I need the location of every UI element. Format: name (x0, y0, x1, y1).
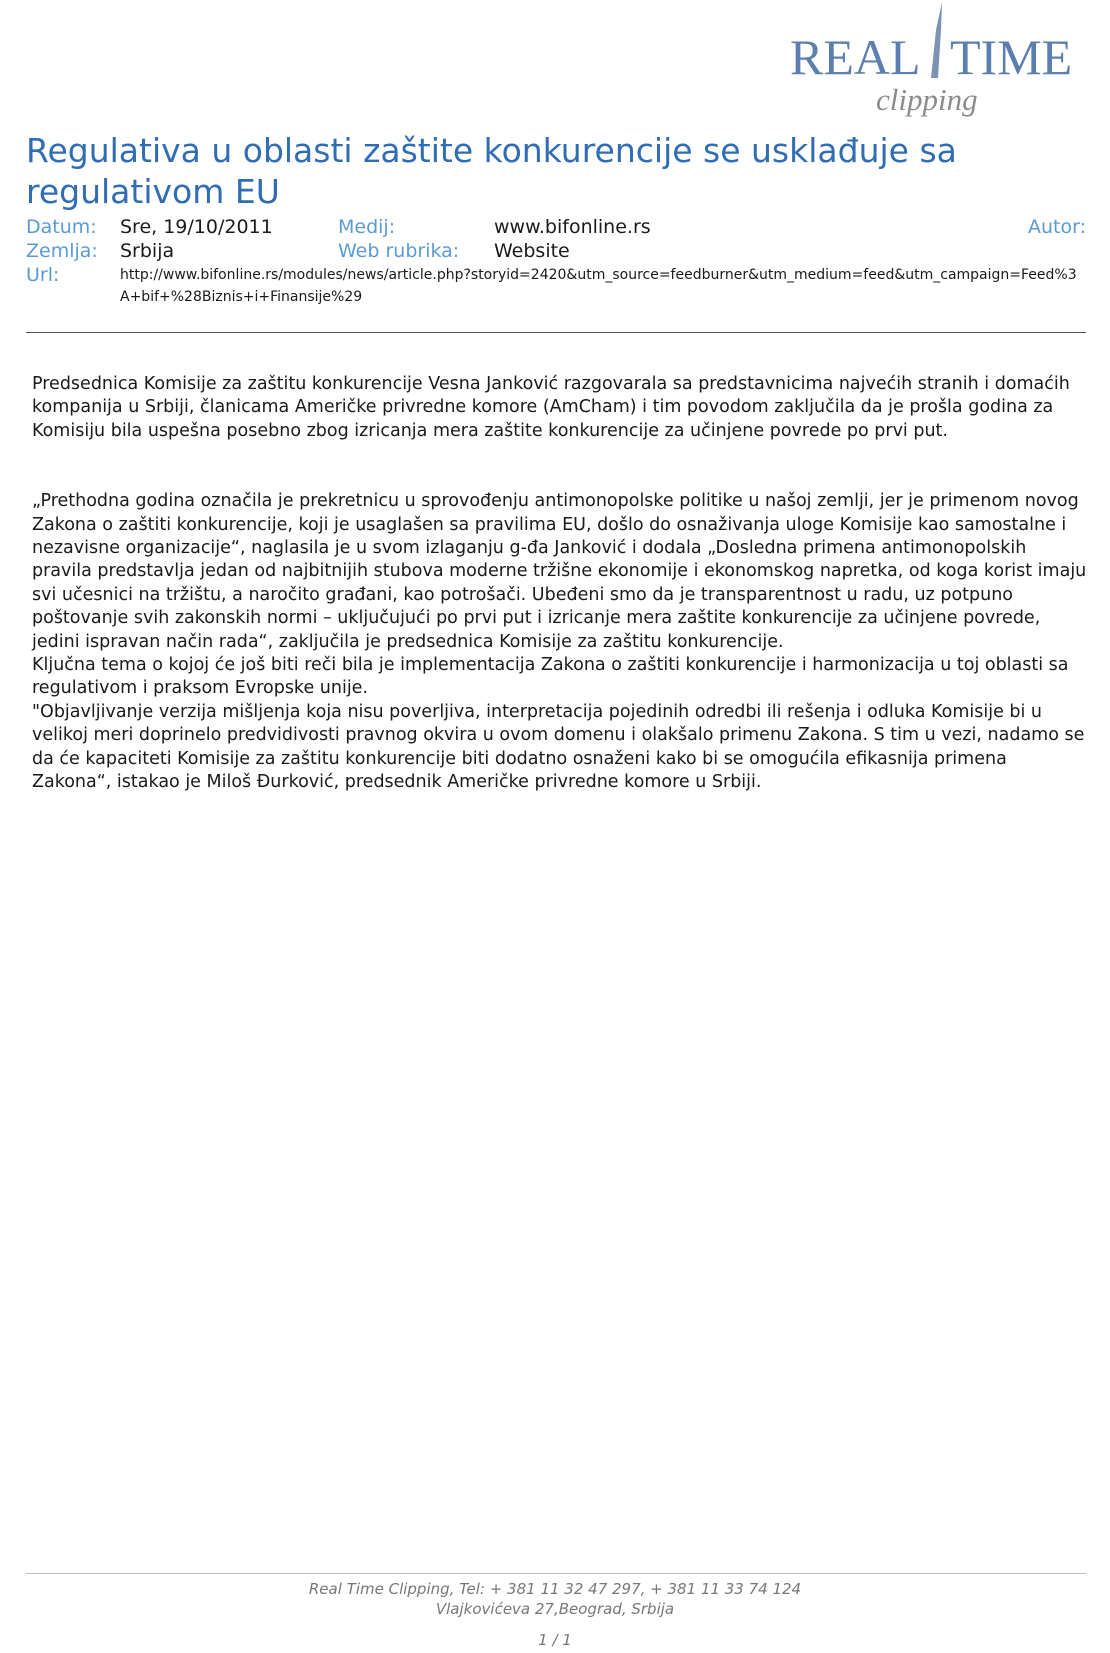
page-number: 1 / 1 (538, 1631, 572, 1649)
medij-value: www.bifonline.rs (494, 216, 651, 238)
footer-address-line: Vlajkovićeva 27,Beograd, Srbija (435, 1600, 675, 1618)
datum-label: Datum: (26, 216, 97, 238)
article-paragraph: "Objavljivanje verzija mišljenja koja nisu poverljiva, interpretacija pojedinih odredbi ili rešenja i odluka Komisije bi u velikoj meri doprinelo predvidivosti pravnog okvira u ovom domenu i olakšalo primenu Zakona. S tim u vezi, nadamo se da će kapaciteti Komisije za zaštitu konkurencije biti dodatno osnaženi kako bi se omogućila efikasnija primena Zakona“, istakao je Miloš Đurković, predsednik Američke privredne komore u Srbiji. (32, 701, 1085, 793)
article-paragraph: Ključna tema o kojoj će još biti reči bila je implementacija Zakona o zaštiti konkurencije i harmonizacija u toj oblasti sa regulativom i praksom Evropske unije. (32, 655, 1069, 699)
zemlja-label: Zemlja: (26, 240, 98, 262)
web-rubrika-label: Web rubrika: (338, 240, 460, 262)
web-rubrika-value: Website (494, 240, 570, 262)
logo-word-real: REAL (790, 29, 921, 85)
article-paragraph: „Prethodna godina označila je prekretnicu u sprovođenju antimonopolske politike u našoj zemlji, jer je primenom novog Zakona o zaštiti konkurencije, koji je usaglašen sa pravilima EU, došlo do osnaživanja uloge Komisije kao samostalne i nezavisne organizacije“, naglasila je u svom izlaganju g-đa Janković i dodala „Dosledna primena antimonopolskih pravila predstavlja jedan od najbitnijih stubova moderne tržišne ekonomije i ekonomskog napretka, od koga korist imaju svi učesnici na tržištu, a naročito građani, kao potrošači. Ubeđeni smo da je transparentnost u radu, uz potpuno poštovanje svih zakonskih normi – uključujući po prvi put i izricanje mera zaštite konkurencije za učinjene povrede, jedini ispravan način rada“, zaključila je predsednica Komisije za zaštitu konkurencije. (32, 491, 1087, 652)
logo-word-time: TIME (950, 29, 1073, 85)
logo-word-clipping: clipping (876, 82, 978, 117)
medij-label: Medij: (338, 216, 396, 238)
zemlja-value: Srbija (120, 240, 175, 262)
article-title: Regulativa u oblasti zaštite konkurencije se usklađuje sa regulativom EU (26, 131, 957, 211)
real-time-clipping-logo (790, 0, 1090, 125)
article-lead-paragraph: Predsednica Komisije za zaštitu konkurencije Vesna Janković razgovarala sa predstavnicima najvećih stranih i domaćih kompanija u Srbiji, članicama Američke privredne komore (AmCham) i tim povodom zaključila da je prošla godina za Komisiju bila uspešna posebno zbog izricanja mera zaštite konkurencije za učinjene povrede po prvi put. (32, 374, 1070, 441)
header-divider (26, 332, 1086, 333)
datum-value: Sre, 19/10/2011 (120, 216, 273, 238)
article-body (32, 373, 1087, 795)
logo-slash-mark (931, 2, 942, 78)
footer-contact-line: Real Time Clipping, Tel: + 381 11 32 47 297, + 381 11 33 74 124 (308, 1580, 802, 1598)
footer-divider (26, 1573, 1086, 1574)
url-label: Url: (26, 264, 60, 286)
autor-label: Autor: (1028, 216, 1086, 238)
source-url-link[interactable]: http://www.bifonline.rs/modules/news/article.php?storyid=2420&utm_source=feedburner&utm_medium=feed&utm_campaign=Feed%3A+bif+%28Biznis+i+Finansije%29 (120, 267, 1077, 305)
